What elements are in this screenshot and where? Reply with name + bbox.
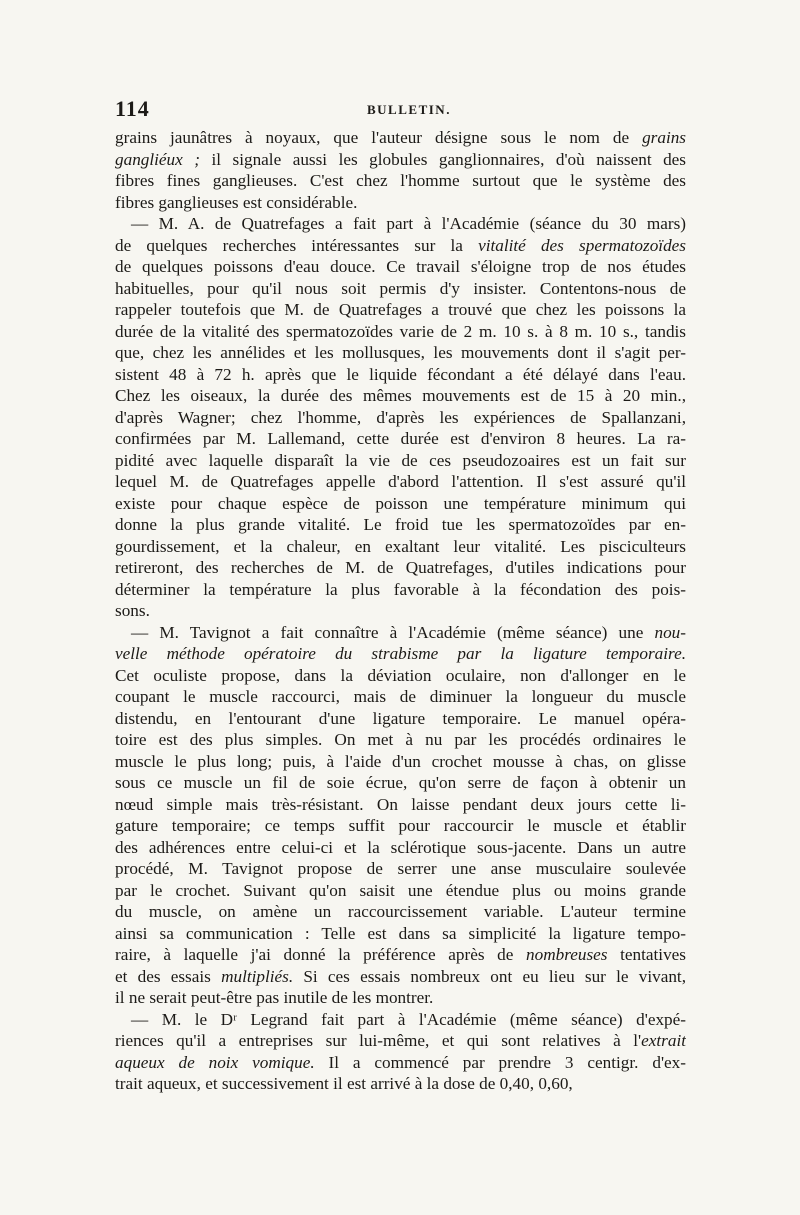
text-run: Il a commencé par prendre 3 centigr. d'ex- [314, 1052, 686, 1072]
text-run: rappeler toutefois que M. de Quatrefages a trouvé que chez les poissons la [115, 300, 686, 319]
italic-text-run: nombreuses [526, 945, 608, 964]
text-line [115, 751, 686, 773]
text-run: retireront, des recherches de M. de Quatrefages, d'utiles indications pour [115, 558, 686, 577]
text-line [115, 1030, 686, 1052]
text-line [115, 407, 686, 429]
text-run: fibres fines ganglieuses. C'est chez l'homme surtout que le système des [115, 171, 686, 190]
text-line [115, 794, 686, 816]
text-line [115, 837, 686, 859]
text-run: il signale aussi les globules ganglionnaires, d'où naissent des [200, 149, 686, 169]
italic-text-run: grains [642, 128, 686, 147]
text-line [115, 192, 686, 214]
text-line [115, 385, 686, 407]
text-run: coupant le muscle raccourci, mais de diminuer la longueur du muscle [115, 687, 686, 706]
italic-text-run: nou- [654, 622, 686, 642]
text-line [115, 127, 686, 149]
text-run: — M. Tavignot a fait connaître à l'Académie (même séance) une [131, 622, 655, 642]
italic-text-run: extrait [641, 1031, 686, 1050]
text-line [115, 321, 686, 343]
text-run: gourdissement, et la chaleur, en exaltant leur vitalité. Les pisciculteurs [115, 536, 686, 556]
text-run: de quelques poissons d'eau douce. Ce travail s'éloigne trop de nos études [115, 257, 686, 276]
text-run: des adhérences entre celui-ci et la sclérotique sous-jacente. Dans un autre [115, 837, 686, 857]
text-run: fibres ganglieuses est considérable. [115, 192, 358, 212]
text-line [115, 278, 686, 300]
page-header [115, 96, 686, 126]
text-run: que, chez les annélides et les mollusques, les mouvements dont il s'agit per- [115, 343, 686, 362]
text-line [115, 600, 686, 622]
text-run: muscle le plus long; puis, à l'aide d'un crochet mousse à chas, on glisse [115, 751, 686, 771]
text-run: nœud simple mais très-résistant. On laisse pendant deux jours cette li- [115, 794, 686, 814]
text-run: d'après Wagner; chez l'homme, d'après les expériences de Spallanzani, [115, 407, 686, 427]
text-line [115, 1009, 686, 1031]
text-line [115, 235, 686, 257]
text-line [115, 557, 686, 579]
text-run: lequel M. de Quatrefages appelle d'abord l'attention. Il s'est assuré qu'il [115, 472, 686, 491]
text-line [115, 256, 686, 278]
text-line [115, 1052, 686, 1074]
text-line [115, 923, 686, 945]
text-run: habituelles, pour qu'il nous soit permis d'y insister. Contentons-nous de [115, 278, 686, 298]
text-line [115, 514, 686, 536]
text-line [115, 665, 686, 687]
text-run: du muscle, on amène un raccourcissement variable. L'auteur termine [115, 902, 686, 921]
text-run: confirmées par M. Lallemand, cette durée est d'environ 8 heures. La ra- [115, 429, 686, 448]
text-run: riences qu'il a entreprises sur lui-même, et qui sont relatives à l' [115, 1031, 642, 1050]
text-line [115, 686, 686, 708]
text-line [115, 880, 686, 902]
text-run: existe pour chaque espèce de poisson une température minimum qui [115, 493, 686, 513]
text-run: raire, à laquelle j'ai donné la préférence après de [115, 945, 527, 964]
text-run: il ne serait peut-être pas inutile de les montrer. [115, 988, 434, 1007]
italic-text-run: aqueux de noix vomique. [115, 1052, 315, 1072]
text-run: trait aqueux, et successivement il est arrivé à la dose de 0,40, 0,60, [115, 1074, 573, 1093]
text-line [115, 536, 686, 558]
text-line [115, 729, 686, 751]
text-run: distendu, en l'entourant d'une ligature temporaire. Le manuel opéra- [115, 708, 686, 728]
text-line [115, 1073, 686, 1095]
text-run: Cet oculiste propose, dans la déviation oculaire, non d'allonger en le [115, 665, 686, 685]
italic-text-run: velle méthode opératoire du strabisme par la ligature temporaire. [115, 644, 686, 663]
text-line [115, 708, 686, 730]
text-run: de quelques recherches intéressantes sur la [115, 235, 479, 255]
text-run: donne la plus grande vitalité. Le froid tue les spermatozoïdes par en- [115, 515, 686, 534]
text-run: et des essais [115, 966, 222, 986]
page-number: 114 [115, 96, 150, 121]
text-run: procédé, M. Tavignot propose de serrer une anse musculaire soulevée [115, 859, 686, 878]
text-line [115, 643, 686, 665]
text-line [115, 170, 686, 192]
text-run: sistent 48 à 72 h. après que le liquide fécondant a été délayé dans l'eau. [115, 364, 686, 384]
text-line [115, 428, 686, 450]
text-run: sons. [115, 601, 150, 620]
text-line [115, 493, 686, 515]
text-line [115, 342, 686, 364]
text-run: toire est des plus simples. On met à nu par les procédés ordinaires le [115, 730, 686, 749]
text-line [115, 901, 686, 923]
italic-text-run: multipliés. [221, 966, 294, 986]
text-run: déterminer la température la plus favorable à la fécondation des pois- [115, 579, 686, 599]
text-run: grains jaunâtres à noyaux, que l'auteur désigne sous le nom de [115, 128, 643, 147]
text-run: — M. le Dʳ Legrand fait part à l'Académie (même séance) d'expé- [131, 1009, 686, 1029]
text-line [115, 858, 686, 880]
text-run: Si ces essais nombreux ont eu lieu sur le vivant, [293, 966, 686, 986]
body-text [115, 127, 686, 1095]
text-line [115, 772, 686, 794]
text-line [115, 966, 686, 988]
text-line [115, 299, 686, 321]
text-line [115, 149, 686, 171]
text-run: Chez les oiseaux, la durée des mêmes mouvements est de 15 à 20 min., [115, 386, 686, 405]
text-line [115, 579, 686, 601]
text-line [115, 364, 686, 386]
italic-text-run: vitalité des spermatozoïdes [478, 235, 686, 255]
text-line [115, 471, 686, 493]
text-run: par le crochet. Suivant qu'on saisit une étendue plus ou moins grande [115, 880, 686, 900]
text-line [115, 944, 686, 966]
text-run: sous ce muscle un fil de soie écrue, qu'on serre de façon à obtenir un [115, 773, 686, 792]
text-line [115, 987, 686, 1009]
text-run: ainsi sa communication : Telle est dans sa simplicité la ligature tempo- [115, 923, 686, 943]
running-title: BULLETIN. [367, 102, 451, 117]
text-run: pidité avec laquelle disparaît la vie de ces pseudozoaires est un fait sur [115, 450, 686, 470]
text-run: tentatives [607, 945, 686, 964]
text-run: durée de la vitalité des spermatozoïdes varie de 2 m. 10 s. à 8 m. 10 s., tandis [115, 321, 686, 341]
italic-text-run: gangliéux ; [115, 149, 200, 169]
text-line [115, 450, 686, 472]
text-line [115, 213, 686, 235]
text-line [115, 815, 686, 837]
text-run: — M. A. de Quatrefages a fait part à l'Académie (séance du 30 mars) [131, 214, 686, 233]
text-run: gature temporaire; ce temps suffit pour raccourcir le muscle et établir [115, 816, 686, 835]
text-line [115, 622, 686, 644]
